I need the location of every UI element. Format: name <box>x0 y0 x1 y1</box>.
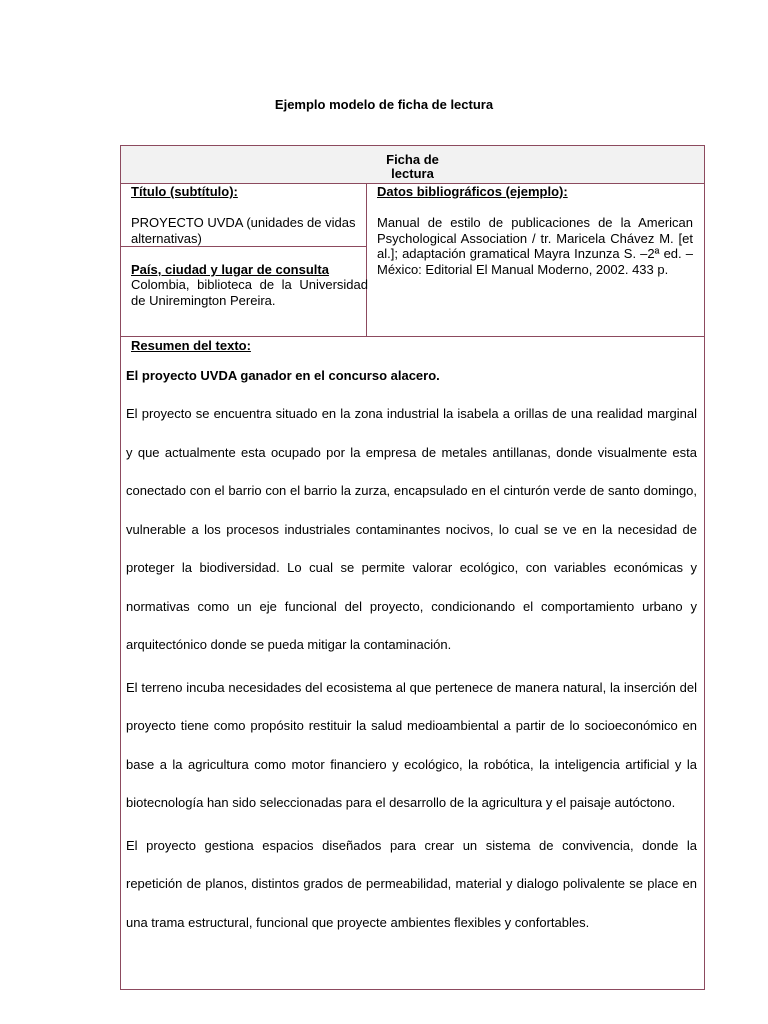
section-divider <box>121 336 704 337</box>
document-title: Ejemplo modelo de ficha de lectura <box>274 97 494 112</box>
card-header <box>121 146 704 184</box>
resumen-paragraph: El terreno incuba necesidades del ecosistema al que pertenece de manera natural, la inserción del proyecto tiene como propósito restituir la salud medioambiental a partir de lo socioeconómico en base a la agricultura como motor financiero y ecológico, la robótica, la inteligencia artificial y la biotecnología han sido seleccionadas para el desarrollo de la agricultura y el paisaje autóctono. <box>126 679 697 810</box>
pais-label: País, ciudad y lugar de consulta <box>131 262 329 277</box>
left-row-divider <box>121 246 367 247</box>
reading-card <box>120 145 705 990</box>
resumen-body <box>126 395 697 946</box>
card-header-label <box>121 153 704 181</box>
resumen-heading: El proyecto UVDA ganador en el concurso alacero. <box>126 368 440 383</box>
card-header-line-2: lectura <box>391 166 434 181</box>
resumen-paragraph: El proyecto se encuentra situado en la zona industrial la isabela a orillas de una realidad marginal y que actualmente esta ocupado por la empresa de metales antillanas, donde visualmente esta conectado con el barrio con el barrio la zurza, encapsulado en el cinturón verde de santo domingo, vulnerable a los procesos industriales contaminantes nocivos, lo cual se ve en la necesidad de proteger la biodiversidad. Lo cual se permite valorar ecológico, con variables económicas y normativas como un eje funcional del proyecto, condicionando el comportamiento urbano y arquitectónico donde se pueda mitigar la contaminación. <box>126 406 697 652</box>
card-header-line-1: Ficha de <box>386 152 439 167</box>
titulo-label: Título (subtítulo): <box>131 184 238 199</box>
resumen-label: Resumen del texto: <box>131 338 251 353</box>
datos-value: Manual de estilo de publicaciones de la American Psychological Association / tr. Maricela Chávez M. [et al.]; adaptación gramatical Mayra Inzunza S. –2ª ed. – México: Editorial El Manual Moderno, 2002. 433 p. <box>377 215 693 277</box>
column-divider <box>366 183 367 337</box>
datos-label: Datos bibliográficos (ejemplo): <box>377 184 568 199</box>
resumen-paragraph: El proyecto gestiona espacios diseñados para crear un sistema de convivencia, donde la repetición de planos, distintos grados de permeabilidad, material y dialogo polivalente se place en una trama estructural, funcional que proyecte ambientes flexibles y confortables. <box>126 837 697 930</box>
titulo-value: PROYECTO UVDA (unidades de vidas alternativas) <box>131 215 356 246</box>
pais-value: Colombia, biblioteca de la Universidad de Uniremington Pereira. <box>131 277 368 308</box>
